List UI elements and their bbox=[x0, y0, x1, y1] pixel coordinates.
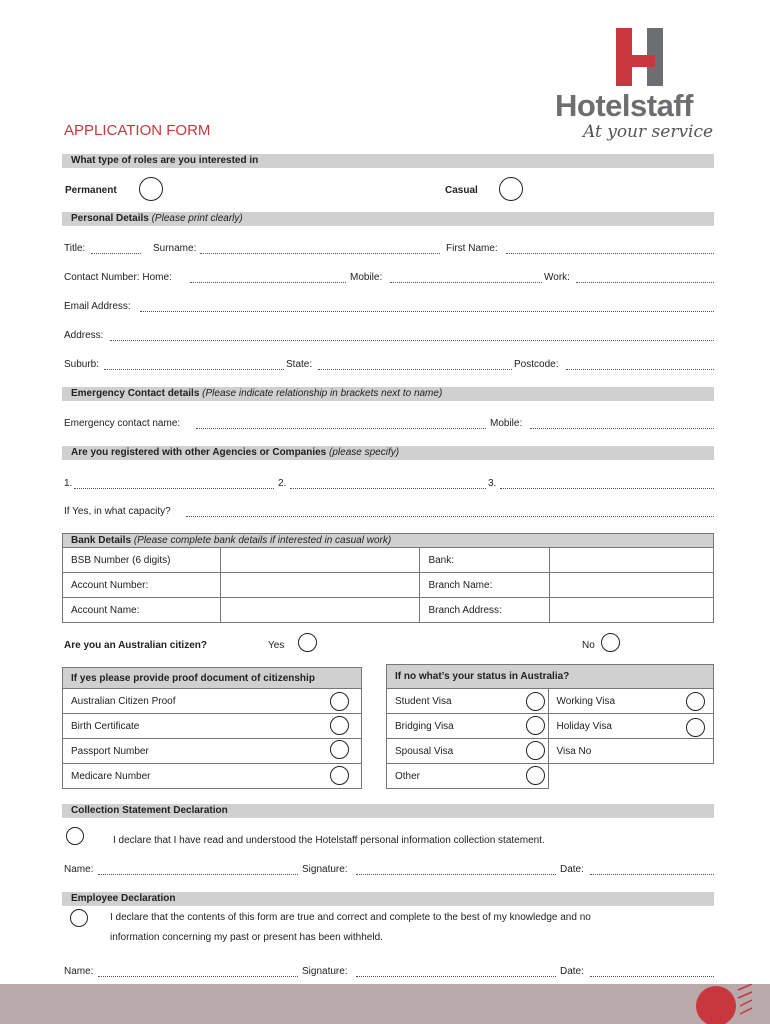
account-name-label: Account Name: bbox=[63, 598, 221, 623]
agencies-header-note: (please specify) bbox=[329, 447, 400, 458]
collection-name-label: Name: bbox=[64, 864, 94, 875]
agencies-header-text: Are you registered with other Agencies or Companies bbox=[71, 447, 327, 458]
empty-cell bbox=[548, 764, 714, 789]
roles-header-text: What type of roles are you interested in bbox=[71, 155, 259, 166]
agency-3-field[interactable] bbox=[500, 488, 714, 489]
bank-input[interactable] bbox=[550, 548, 714, 573]
bank-header-note: (Please complete bank details if interested in casual work) bbox=[133, 534, 392, 546]
spousal-visa-label: Spousal Visa bbox=[387, 739, 549, 764]
capacity-label: If Yes, in what capacity? bbox=[64, 506, 171, 517]
state-field[interactable] bbox=[318, 369, 512, 370]
agency-3-label: 3. bbox=[488, 478, 497, 489]
page-title: APPLICATION FORM bbox=[64, 122, 211, 139]
proof-item-label: Australian Citizen Proof bbox=[63, 689, 362, 714]
account-name-input[interactable] bbox=[220, 598, 420, 623]
mobile-field[interactable] bbox=[390, 282, 542, 283]
postcode-field[interactable] bbox=[566, 369, 714, 370]
agency-1-label: 1. bbox=[64, 478, 73, 489]
emergency-mobile-label: Mobile: bbox=[490, 418, 523, 429]
collection-header-text: Collection Statement Declaration bbox=[71, 805, 228, 816]
mobile-label: Mobile: bbox=[350, 272, 383, 283]
holiday-visa-label: Holiday Visa bbox=[548, 714, 714, 739]
collection-section-header bbox=[62, 804, 714, 818]
bank-section-header bbox=[63, 534, 714, 548]
footer-band bbox=[0, 984, 770, 1024]
surname-field[interactable] bbox=[200, 253, 440, 254]
working-visa-checkbox[interactable] bbox=[686, 692, 705, 711]
personal-header-text: Personal Details bbox=[71, 213, 149, 224]
employee-section-header bbox=[62, 892, 714, 906]
bank-header-text: Bank Details bbox=[71, 534, 132, 546]
postcode-label: Postcode: bbox=[514, 359, 559, 370]
agency-2-field[interactable] bbox=[290, 488, 486, 489]
collection-signature-label: Signature: bbox=[302, 864, 348, 875]
personal-header-note: (Please print clearly) bbox=[151, 213, 243, 224]
employee-header-text: Employee Declaration bbox=[71, 893, 176, 904]
proof-item-label: Passport Number bbox=[63, 739, 362, 764]
bank-details-table bbox=[62, 533, 714, 623]
collection-declaration-checkbox[interactable] bbox=[66, 827, 84, 845]
status-table bbox=[386, 664, 714, 789]
branch-address-input[interactable] bbox=[550, 598, 714, 623]
employee-date-field[interactable] bbox=[590, 976, 714, 977]
first-name-field[interactable] bbox=[506, 253, 714, 254]
proof-header: If yes please provide proof document of citizenship bbox=[63, 668, 362, 689]
employee-declaration-checkbox[interactable] bbox=[70, 909, 88, 927]
citizen-no-label: No bbox=[582, 640, 595, 651]
proof-item-label: Medicare Number bbox=[63, 764, 362, 789]
casual-label: Casual bbox=[445, 185, 478, 196]
collection-name-field[interactable] bbox=[98, 874, 298, 875]
citizen-yes-label: Yes bbox=[268, 640, 285, 651]
collection-date-field[interactable] bbox=[590, 874, 714, 875]
logo-tagline: At your service bbox=[583, 122, 714, 142]
emergency-name-field[interactable] bbox=[196, 428, 486, 429]
emergency-header-text: Emergency Contact details bbox=[71, 388, 200, 399]
spousal-visa-checkbox[interactable] bbox=[526, 741, 545, 760]
emergency-name-label: Emergency contact name: bbox=[64, 418, 181, 429]
permanent-radio[interactable] bbox=[139, 177, 163, 201]
citizen-no-radio[interactable] bbox=[601, 633, 620, 652]
account-number-label: Account Number: bbox=[63, 573, 221, 598]
agency-2-label: 2. bbox=[278, 478, 287, 489]
collection-signature-field[interactable] bbox=[356, 874, 556, 875]
employee-date-label: Date: bbox=[560, 966, 584, 977]
bsb-label: BSB Number (6 digits) bbox=[63, 548, 221, 573]
suburb-label: Suburb: bbox=[64, 359, 100, 370]
suburb-field[interactable] bbox=[104, 369, 284, 370]
collection-date-label: Date: bbox=[560, 864, 584, 875]
footer-circle-icon bbox=[694, 984, 754, 1024]
personal-section-header bbox=[62, 212, 714, 226]
proof-table bbox=[62, 667, 362, 789]
address-label: Address: bbox=[64, 330, 104, 341]
status-header: If no what’s your status in Australia? bbox=[387, 665, 714, 689]
proof-passport-checkbox[interactable] bbox=[330, 740, 349, 759]
capacity-field[interactable] bbox=[186, 516, 714, 517]
employee-signature-field[interactable] bbox=[356, 976, 556, 977]
contact-home-label: Contact Number: Home: bbox=[64, 272, 172, 283]
employee-declaration-line2: information concerning my past or present has been withheld. bbox=[110, 932, 383, 943]
address-field[interactable] bbox=[110, 340, 714, 341]
first-name-label: First Name: bbox=[446, 243, 498, 254]
proof-item-label: Birth Certificate bbox=[63, 714, 362, 739]
proof-birth-checkbox[interactable] bbox=[330, 716, 349, 735]
citizen-yes-radio[interactable] bbox=[298, 633, 317, 652]
employee-declaration-line1: I declare that the contents of this form are true and correct and complete to the best of my knowledge and no bbox=[110, 912, 591, 923]
citizen-question: Are you an Australian citizen? bbox=[64, 640, 207, 651]
title-field[interactable] bbox=[91, 253, 141, 254]
branch-name-label: Branch Name: bbox=[420, 573, 550, 598]
bridging-visa-checkbox[interactable] bbox=[526, 716, 545, 735]
roles-section-header bbox=[62, 154, 714, 168]
bank-label: Bank: bbox=[420, 548, 550, 573]
contact-home-field[interactable] bbox=[190, 282, 346, 283]
bridging-visa-label: Bridging Visa bbox=[387, 714, 549, 739]
student-visa-checkbox[interactable] bbox=[526, 692, 545, 711]
other-checkbox[interactable] bbox=[526, 766, 545, 785]
account-number-input[interactable] bbox=[220, 573, 420, 598]
employee-name-label: Name: bbox=[64, 966, 94, 977]
holiday-visa-checkbox[interactable] bbox=[686, 718, 705, 737]
emergency-header-note: (Please indicate relationship in brackets next to name) bbox=[202, 388, 443, 399]
surname-label: Surname: bbox=[153, 243, 197, 254]
logo-h-mark-icon bbox=[555, 28, 725, 90]
working-visa-label: Working Visa bbox=[548, 689, 714, 714]
email-label: Email Address: bbox=[64, 301, 131, 312]
agency-1-field[interactable] bbox=[74, 488, 274, 489]
title-label: Title: bbox=[64, 243, 86, 254]
casual-radio[interactable] bbox=[499, 177, 523, 201]
proof-medicare-checkbox[interactable] bbox=[330, 766, 349, 785]
permanent-label: Permanent bbox=[65, 185, 117, 196]
emergency-section-header bbox=[62, 387, 714, 401]
student-visa-label: Student Visa bbox=[387, 689, 549, 714]
visa-no-label: Visa No bbox=[548, 739, 714, 764]
agencies-section-header bbox=[62, 446, 714, 460]
branch-address-label: Branch Address: bbox=[420, 598, 550, 623]
logo bbox=[555, 28, 725, 148]
logo-wordmark: Hotelstaff bbox=[555, 88, 693, 123]
collection-statement: I declare that I have read and understood the Hotelstaff personal information collection statement. bbox=[113, 835, 545, 846]
employee-name-field[interactable] bbox=[98, 976, 298, 977]
work-label: Work: bbox=[544, 272, 570, 283]
email-field[interactable] bbox=[140, 311, 714, 312]
proof-citizen-checkbox[interactable] bbox=[330, 692, 349, 711]
employee-signature-label: Signature: bbox=[302, 966, 348, 977]
branch-name-input[interactable] bbox=[550, 573, 714, 598]
emergency-mobile-field[interactable] bbox=[530, 428, 714, 429]
state-label: State: bbox=[286, 359, 313, 370]
work-field[interactable] bbox=[576, 282, 714, 283]
bsb-input[interactable] bbox=[220, 548, 420, 573]
other-label: Other bbox=[387, 764, 549, 789]
